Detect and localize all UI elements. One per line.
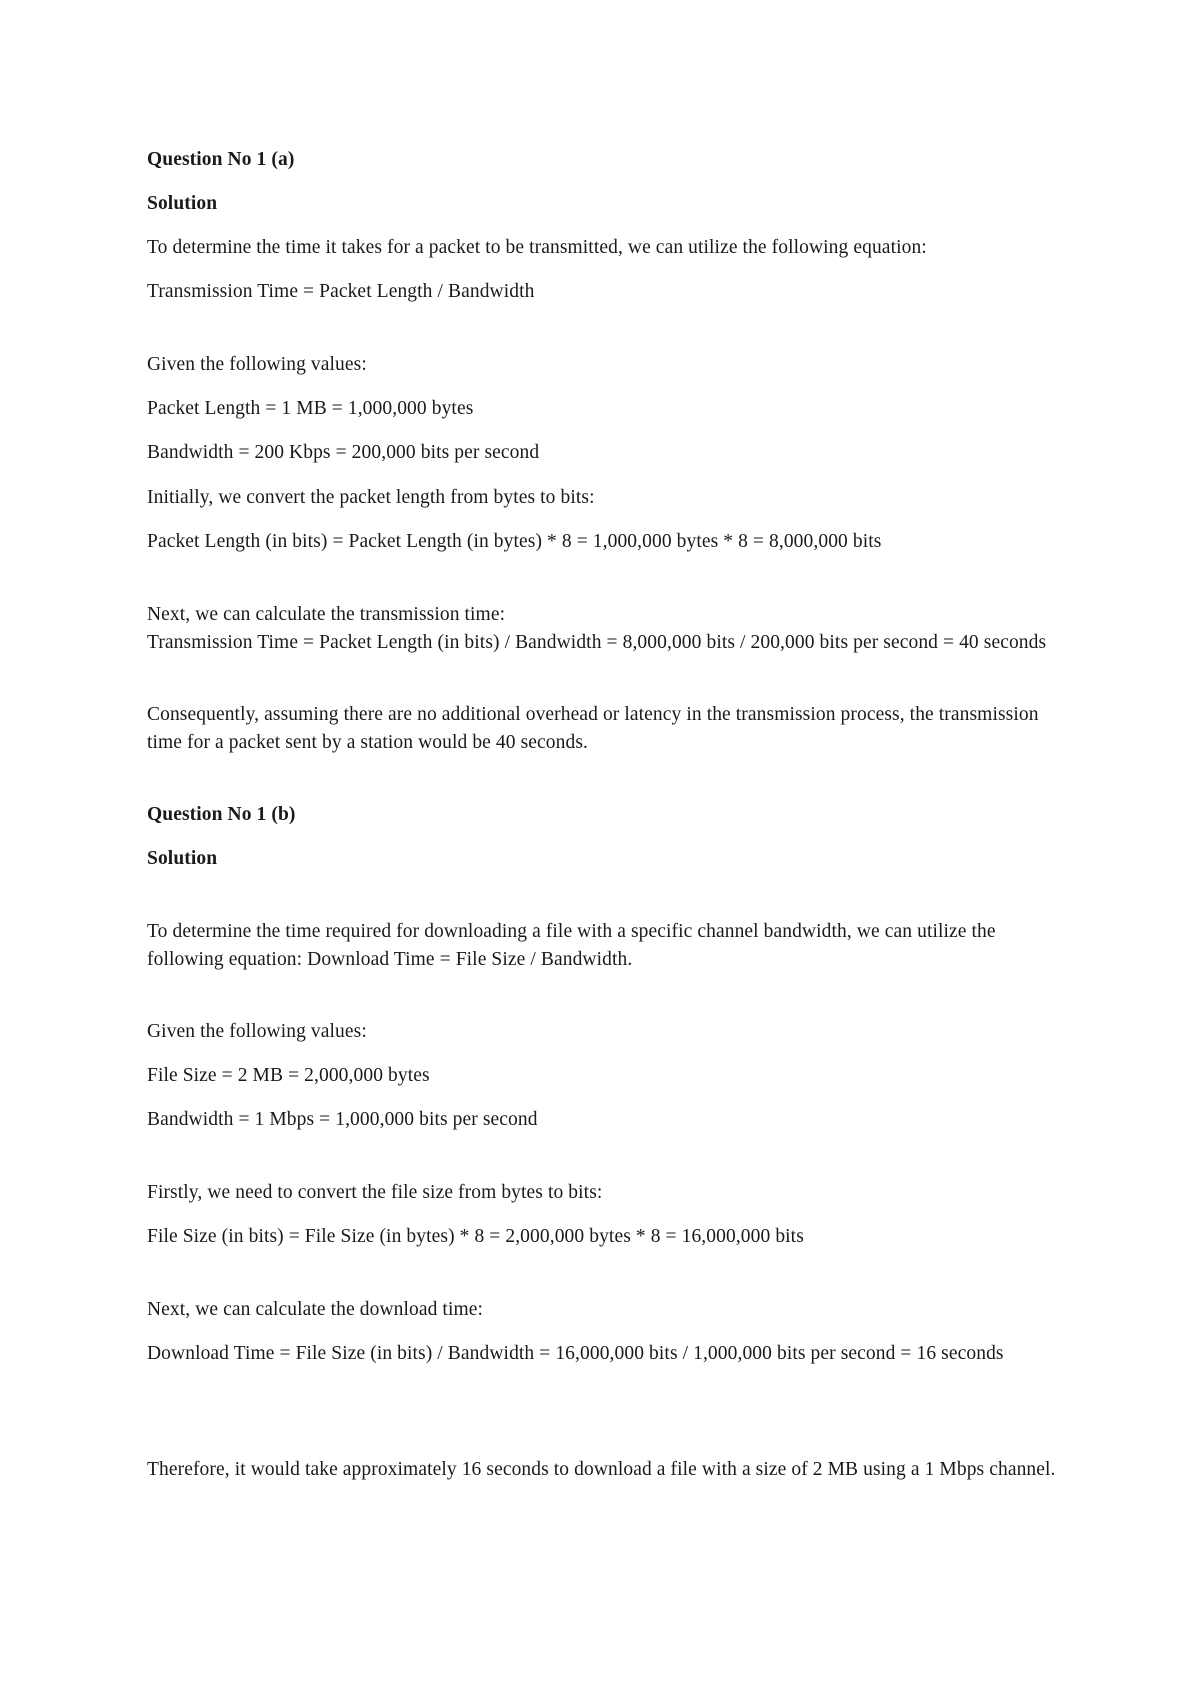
part-b-convert-intro: Firstly, we need to convert the file size from bytes to bits: (147, 1182, 603, 1203)
part-b-convert-calc: File Size (in bits) = File Size (in bytes) * 8 = 2,000,000 bytes * 8 = 16,000,000 bits (147, 1226, 804, 1247)
part-a-next-intro: Next, we can calculate the transmission time: (147, 604, 506, 625)
part-a-intro: To determine the time it takes for a packet to be transmitted, we can utilize the following equation: (147, 237, 927, 258)
part-b-given-file-size: File Size = 2 MB = 2,000,000 bytes (147, 1065, 430, 1086)
part-b-given-bandwidth: Bandwidth = 1 Mbps = 1,000,000 bits per second (147, 1109, 538, 1130)
document-page (147, 0, 1077, 1698)
solution-1a-label: Solution (147, 193, 218, 214)
part-a-given-intro: Given the following values: (147, 354, 367, 375)
part-a-convert-intro: Initially, we convert the packet length from bytes to bits: (147, 487, 595, 508)
part-a-formula: Transmission Time = Packet Length / Bandwidth (147, 281, 535, 302)
part-b-time-calc: Download Time = File Size (in bits) / Bandwidth = 16,000,000 bits / 1,000,000 bits per second = 16 seconds (147, 1343, 1004, 1364)
solution-1b-label: Solution (147, 848, 218, 869)
part-b-conclusion: Therefore, it would take approximately 16 seconds to download a file with a size of 2 MB using a 1 Mbps channel. (147, 1459, 1056, 1480)
part-a-time-calc: Transmission Time = Packet Length (in bits) / Bandwidth = 8,000,000 bits / 200,000 bits per second = 40 seconds (147, 632, 1047, 653)
part-a-convert-calc: Packet Length (in bits) = Packet Length (in bytes) * 8 = 1,000,000 bytes * 8 = 8,000,000 bits (147, 531, 882, 552)
question-1a-heading: Question No 1 (a) (147, 149, 295, 170)
part-b-given-intro: Given the following values: (147, 1021, 367, 1042)
part-a-conclusion: Consequently, assuming there are no additional overhead or latency in the transmission process, the transmission time for a packet sent by a station would be 40 seconds. (147, 704, 1039, 753)
question-1b-heading: Question No 1 (b) (147, 804, 296, 825)
part-b-intro: To determine the time required for downloading a file with a specific channel bandwidth, we can utilize the following equation: Download Time = File Size / Bandwidth. (147, 921, 996, 970)
part-b-next-intro: Next, we can calculate the download time: (147, 1299, 484, 1320)
part-a-given-bandwidth: Bandwidth = 200 Kbps = 200,000 bits per second (147, 442, 540, 463)
part-a-given-packet-length: Packet Length = 1 MB = 1,000,000 bytes (147, 398, 474, 419)
